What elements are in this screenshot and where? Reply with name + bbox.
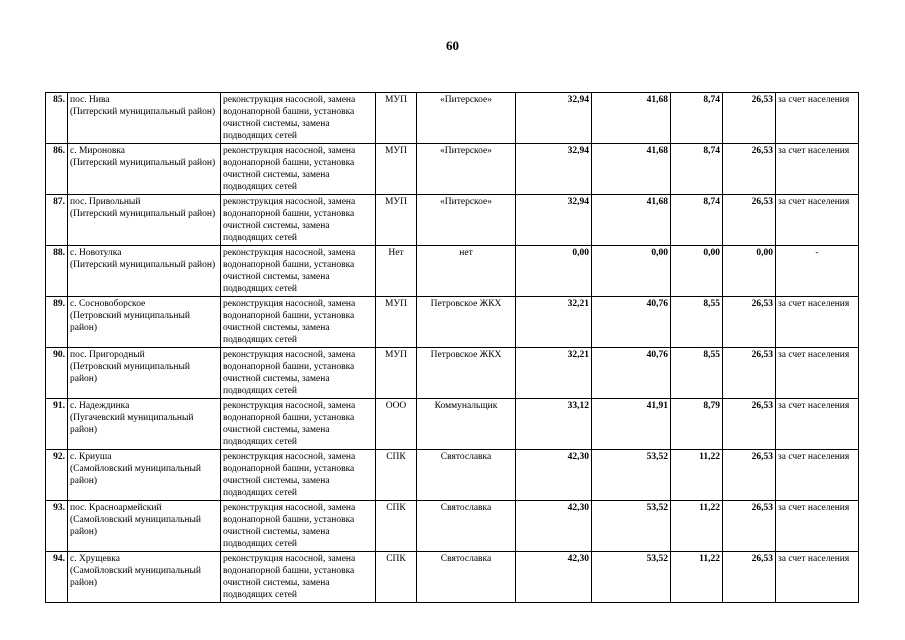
value-1: 42,30 bbox=[516, 552, 592, 603]
locality-name: пос. Красноармейский bbox=[70, 503, 162, 513]
works-description: реконструкция насосной, замена водонапорной башни, установка очистной системы, замена подводящих сетей bbox=[221, 93, 376, 144]
row-number: 94. bbox=[46, 552, 68, 603]
locality-cell bbox=[68, 297, 221, 348]
funding-source: за счет населения bbox=[776, 93, 859, 144]
value-2: 41,68 bbox=[592, 93, 671, 144]
value-2: 53,52 bbox=[592, 501, 671, 552]
district-name: (Самойловский муниципальный район) bbox=[70, 566, 201, 588]
funding-source: за счет населения bbox=[776, 348, 859, 399]
district-name: (Петровский муниципальный район) bbox=[70, 362, 190, 384]
value-2: 41,91 bbox=[592, 399, 671, 450]
table-row bbox=[46, 450, 859, 501]
value-1: 42,30 bbox=[516, 450, 592, 501]
row-number: 92. bbox=[46, 450, 68, 501]
row-number: 88. bbox=[46, 246, 68, 297]
district-name: (Питерский муниципальный район) bbox=[70, 107, 216, 117]
table-row bbox=[46, 297, 859, 348]
works-description: реконструкция насосной, замена водонапорной башни, установка очистной системы, замена подводящих сетей bbox=[221, 297, 376, 348]
org-type: МУП bbox=[376, 93, 417, 144]
locality-cell bbox=[68, 348, 221, 399]
value-2: 0,00 bbox=[592, 246, 671, 297]
locality-name: с. Хрущевка bbox=[70, 554, 120, 564]
table-row bbox=[46, 399, 859, 450]
value-3: 8,55 bbox=[671, 297, 723, 348]
locality-name: с. Криуша bbox=[70, 452, 112, 462]
row-number: 87. bbox=[46, 195, 68, 246]
value-4: 26,53 bbox=[723, 297, 776, 348]
locality-cell bbox=[68, 501, 221, 552]
value-1: 0,00 bbox=[516, 246, 592, 297]
funding-source: за счет населения bbox=[776, 552, 859, 603]
district-name: (Пугачевский муниципальный район) bbox=[70, 413, 194, 435]
value-1: 32,94 bbox=[516, 144, 592, 195]
locality-name: пос. Привольный bbox=[70, 197, 141, 207]
org-name: Петровское ЖКХ bbox=[417, 297, 516, 348]
value-3: 11,22 bbox=[671, 552, 723, 603]
value-2: 41,68 bbox=[592, 195, 671, 246]
org-name: Святославка bbox=[417, 450, 516, 501]
funding-source: за счет населения bbox=[776, 195, 859, 246]
row-number: 89. bbox=[46, 297, 68, 348]
locality-name: с. Новотулка bbox=[70, 248, 122, 258]
locality-cell bbox=[68, 144, 221, 195]
value-4: 26,53 bbox=[723, 195, 776, 246]
works-description: реконструкция насосной, замена водонапорной башни, установка очистной системы, замена подводящих сетей bbox=[221, 450, 376, 501]
funding-source: за счет населения bbox=[776, 501, 859, 552]
row-number: 93. bbox=[46, 501, 68, 552]
value-2: 41,68 bbox=[592, 144, 671, 195]
district-name: (Самойловский муниципальный район) bbox=[70, 464, 201, 486]
locality-name: с. Надеждинка bbox=[70, 401, 130, 411]
row-number: 85. bbox=[46, 93, 68, 144]
row-number: 90. bbox=[46, 348, 68, 399]
district-name: (Питерский муниципальный район) bbox=[70, 260, 216, 270]
locality-cell bbox=[68, 195, 221, 246]
data-table bbox=[45, 92, 859, 603]
org-name: нет bbox=[417, 246, 516, 297]
works-description: реконструкция насосной, замена водонапорной башни, установка очистной системы, замена подводящих сетей bbox=[221, 195, 376, 246]
locality-name: пос. Пригородный bbox=[70, 350, 145, 360]
table-body bbox=[46, 93, 859, 603]
table-row bbox=[46, 552, 859, 603]
district-name: (Петровский муниципальный район) bbox=[70, 311, 190, 333]
funding-source: за счет населения bbox=[776, 399, 859, 450]
org-type: МУП bbox=[376, 144, 417, 195]
org-name: Святославка bbox=[417, 552, 516, 603]
org-name: «Питерское» bbox=[417, 93, 516, 144]
value-1: 32,21 bbox=[516, 348, 592, 399]
value-4: 26,53 bbox=[723, 348, 776, 399]
org-name: Петровское ЖКХ bbox=[417, 348, 516, 399]
value-1: 32,94 bbox=[516, 195, 592, 246]
value-3: 8,74 bbox=[671, 144, 723, 195]
value-3: 11,22 bbox=[671, 501, 723, 552]
org-type: МУП bbox=[376, 297, 417, 348]
org-type: МУП bbox=[376, 195, 417, 246]
value-1: 33,12 bbox=[516, 399, 592, 450]
locality-cell bbox=[68, 246, 221, 297]
value-3: 11,22 bbox=[671, 450, 723, 501]
table-row bbox=[46, 246, 859, 297]
org-type: ООО bbox=[376, 399, 417, 450]
district-name: (Питерский муниципальный район) bbox=[70, 209, 216, 219]
value-3: 0,00 bbox=[671, 246, 723, 297]
row-number: 86. bbox=[46, 144, 68, 195]
district-name: (Питерский муниципальный район) bbox=[70, 158, 216, 168]
org-type: СПК bbox=[376, 552, 417, 603]
locality-cell bbox=[68, 399, 221, 450]
works-description: реконструкция насосной, замена водонапорной башни, установка очистной системы, замена подводящих сетей bbox=[221, 552, 376, 603]
value-4: 0,00 bbox=[723, 246, 776, 297]
value-4: 26,53 bbox=[723, 552, 776, 603]
locality-cell bbox=[68, 93, 221, 144]
locality-cell bbox=[68, 450, 221, 501]
value-1: 32,21 bbox=[516, 297, 592, 348]
value-3: 8,79 bbox=[671, 399, 723, 450]
value-3: 8,74 bbox=[671, 195, 723, 246]
funding-source: за счет населения bbox=[776, 144, 859, 195]
district-name: (Самойловский муниципальный район) bbox=[70, 515, 201, 537]
locality-name: с. Мироновка bbox=[70, 146, 126, 156]
value-1: 32,94 bbox=[516, 93, 592, 144]
org-name: Коммунальщик bbox=[417, 399, 516, 450]
locality-cell bbox=[68, 552, 221, 603]
table-row bbox=[46, 93, 859, 144]
value-4: 26,53 bbox=[723, 144, 776, 195]
funding-source: - bbox=[776, 246, 859, 297]
org-name: Святославка bbox=[417, 501, 516, 552]
value-4: 26,53 bbox=[723, 450, 776, 501]
table-row bbox=[46, 195, 859, 246]
locality-name: пос. Нива bbox=[70, 95, 110, 105]
works-description: реконструкция насосной, замена водонапорной башни, установка очистной системы, замена подводящих сетей bbox=[221, 144, 376, 195]
org-type: Нет bbox=[376, 246, 417, 297]
works-description: реконструкция насосной, замена водонапорной башни, установка очистной системы, замена подводящих сетей bbox=[221, 246, 376, 297]
value-2: 40,76 bbox=[592, 348, 671, 399]
row-number: 91. bbox=[46, 399, 68, 450]
org-name: «Питерское» bbox=[417, 144, 516, 195]
table-row bbox=[46, 144, 859, 195]
funding-source: за счет населения bbox=[776, 450, 859, 501]
table-row bbox=[46, 501, 859, 552]
org-name: «Питерское» bbox=[417, 195, 516, 246]
value-1: 42,30 bbox=[516, 501, 592, 552]
org-type: МУП bbox=[376, 348, 417, 399]
works-description: реконструкция насосной, замена водонапорной башни, установка очистной системы, замена подводящих сетей bbox=[221, 348, 376, 399]
value-4: 26,53 bbox=[723, 501, 776, 552]
org-type: СПК bbox=[376, 450, 417, 501]
value-3: 8,74 bbox=[671, 93, 723, 144]
page-number: 60 bbox=[446, 38, 459, 53]
value-4: 26,53 bbox=[723, 399, 776, 450]
table-row bbox=[46, 348, 859, 399]
value-2: 40,76 bbox=[592, 297, 671, 348]
value-2: 53,52 bbox=[592, 552, 671, 603]
org-type: СПК bbox=[376, 501, 417, 552]
value-2: 53,52 bbox=[592, 450, 671, 501]
value-3: 8,55 bbox=[671, 348, 723, 399]
funding-source: за счет населения bbox=[776, 297, 859, 348]
value-4: 26,53 bbox=[723, 93, 776, 144]
works-description: реконструкция насосной, замена водонапорной башни, установка очистной системы, замена подводящих сетей bbox=[221, 501, 376, 552]
locality-name: с. Сосновоборское bbox=[70, 299, 146, 309]
works-description: реконструкция насосной, замена водонапорной башни, установка очистной системы, замена подводящих сетей bbox=[221, 399, 376, 450]
